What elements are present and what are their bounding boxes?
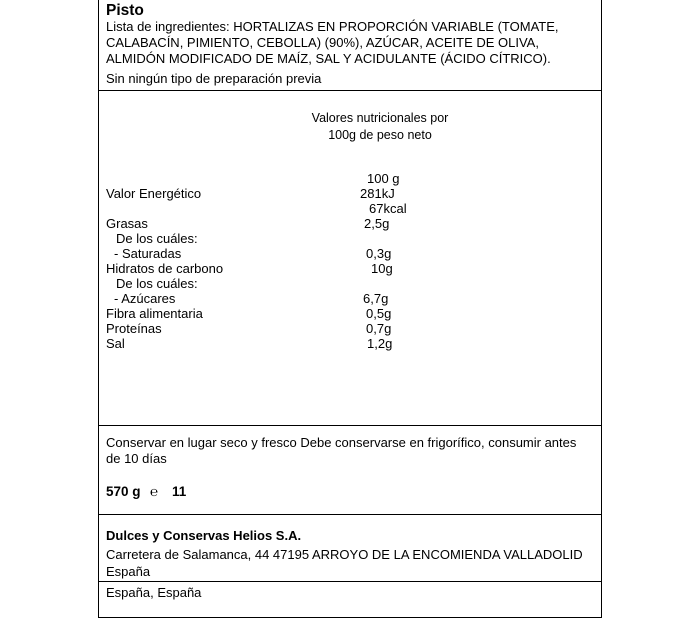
divider [98, 425, 602, 426]
nutrition-header-line: Valores nutricionales por [311, 111, 449, 125]
nutrition-value: 281kJ [360, 186, 395, 201]
nutrition-label: De los cuáles: [116, 231, 198, 246]
divider [98, 90, 602, 91]
nutrition-value: 0,5g [366, 306, 392, 321]
ingredients-line: ALMIDÓN MODIFICADO DE MAÍZ, SAL Y ACIDULANTE (ÁCIDO CÍTRICO). [106, 51, 551, 66]
nutrition-label: Valor Energético [106, 186, 202, 201]
company-address: Carretera de Salamanca, 44 47195 ARROYO DE LA ENCOMIENDA VALLADOLID [106, 547, 583, 562]
nutrition-value: 67kcal [369, 201, 407, 216]
quantity-number: 11 [172, 484, 187, 499]
nutrition-header [300, 110, 460, 144]
nutrition-label: Hidratos de carbono [106, 261, 224, 276]
nutrition-label: Fibra alimentaria [106, 306, 203, 321]
nutrition-value: 10g [371, 261, 393, 276]
nutrition-label: Sal [106, 336, 125, 351]
nutrition-value: 1,2g [367, 336, 393, 351]
nutrition-label: Grasas [106, 216, 148, 231]
nutrition-value: 0,7g [366, 321, 392, 336]
nutrition-value: 0,3g [366, 246, 392, 261]
estimated-sign-icon: ℮ [150, 484, 159, 499]
nutrition-value: 6,7g [363, 291, 389, 306]
nutrition-value: 2,5g [364, 216, 390, 231]
nutrition-label: - Saturadas [114, 246, 182, 261]
ingredients-line: Lista de ingredientes: HORTALIZAS EN PROPORCIÓN VARIABLE (TOMATE, [106, 19, 559, 34]
product-title: Pisto [106, 2, 144, 19]
origin-text: España, España [106, 585, 202, 600]
nutrition-label: - Azúcares [114, 291, 176, 306]
nutrition-column-header: 100 g [367, 171, 400, 186]
net-weight: 570 g [106, 484, 141, 499]
preparation-text: Sin ningún tipo de preparación previa [106, 71, 322, 86]
company-country: España [106, 564, 151, 579]
storage-line: de 10 días [106, 451, 167, 466]
nutrition-header-line: 100g de peso neto [328, 128, 432, 142]
divider [98, 514, 602, 515]
storage-line: Conservar en lugar seco y fresco Debe conservarse en frigorífico, consumir antes [106, 435, 577, 450]
divider [98, 581, 602, 582]
nutrition-label: Proteínas [106, 321, 162, 336]
ingredients-list [106, 19, 596, 67]
nutrition-label: De los cuáles: [116, 276, 198, 291]
ingredients-line: CALABACÍN, PIMIENTO, CEBOLLA) (90%), AZÚCAR, ACEITE DE OLIVA, [106, 35, 539, 50]
company-name: Dulces y Conservas Helios S.A. [106, 528, 302, 543]
